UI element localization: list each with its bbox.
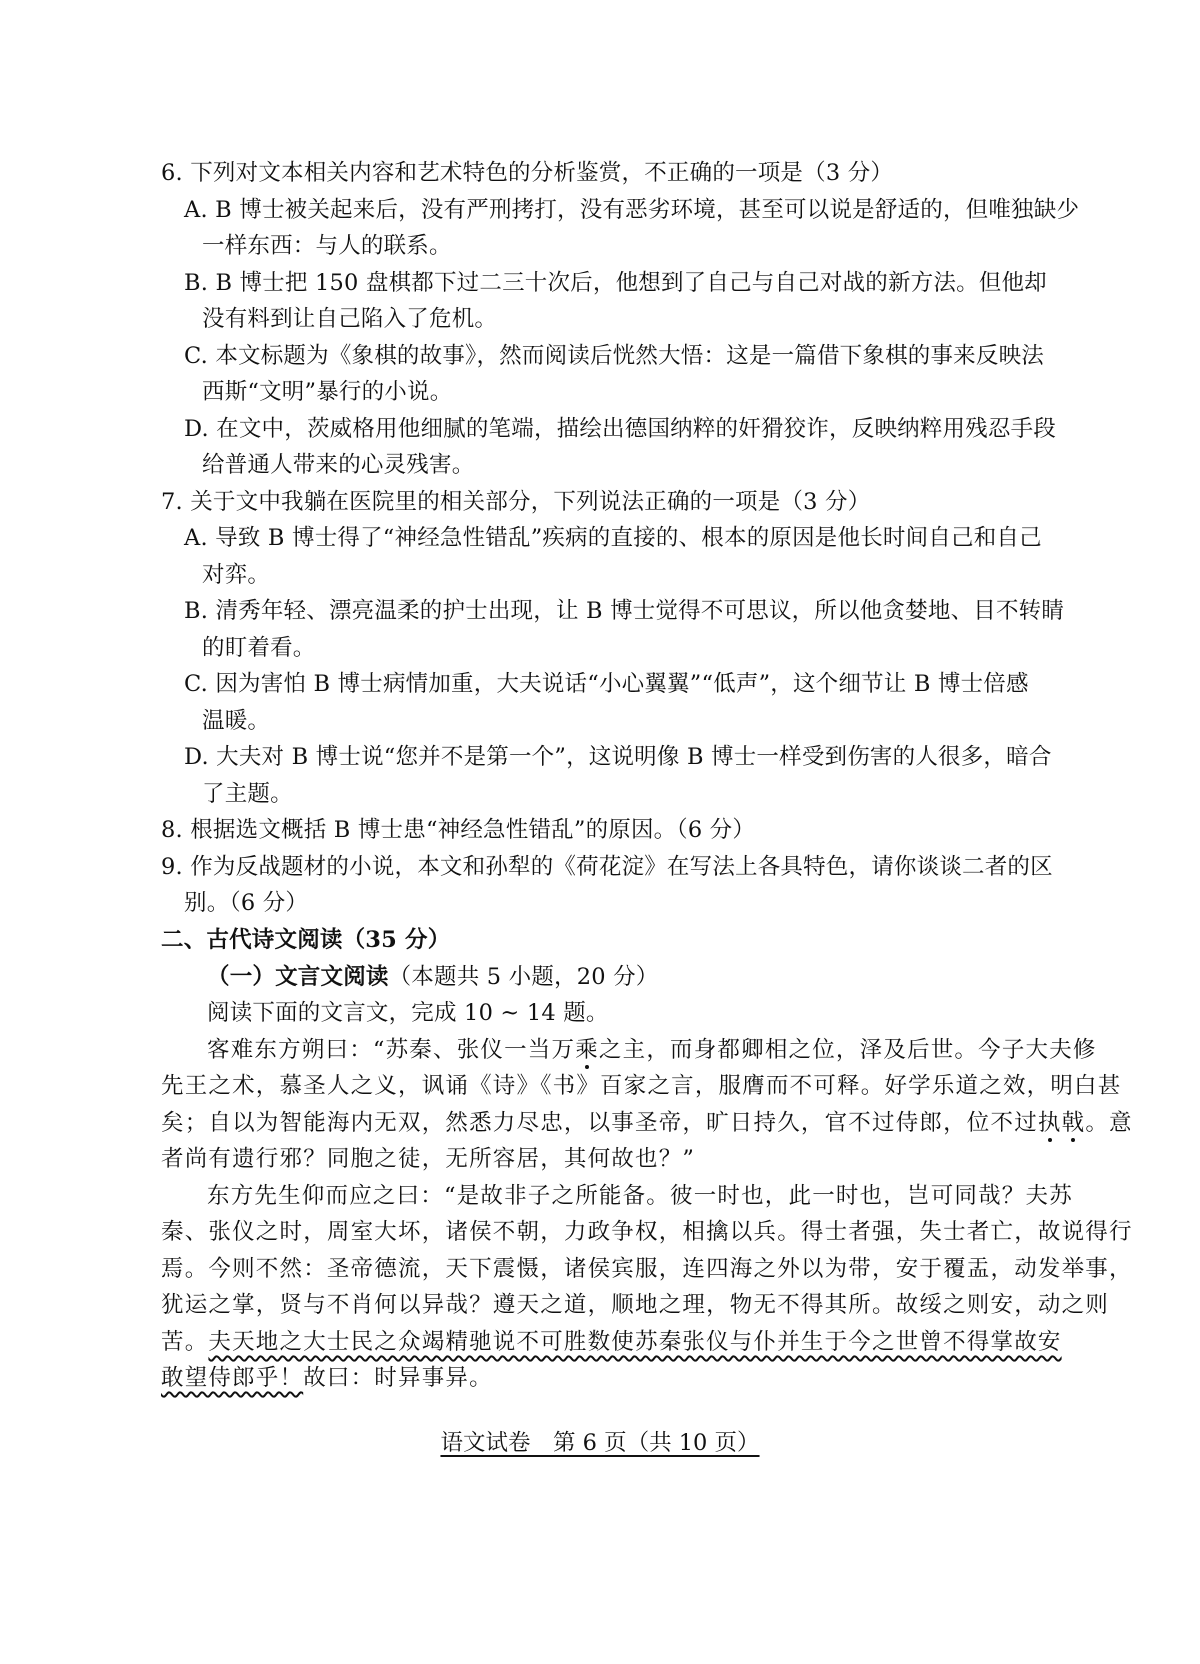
passage-p1-line-2: 先王之术，慕圣人之义，讽诵《诗》《书》百家之言，服膺而不可释。好学乐道之效，明白甚 <box>161 1073 1122 1099</box>
passage-p2-line-3: 焉。今则不然：圣帝德流，天下震慑，诸侯宾服，连四海之外以为带，安于覆盂，动发举事， <box>161 1256 1133 1282</box>
question-7-option-a-line-2: 对弈。 <box>202 562 271 588</box>
question-7-option-b-line-2: 的盯着看。 <box>202 635 316 661</box>
passage-p2-line-6 <box>161 1361 493 1395</box>
question-9-stem-line-2: 别。（6 分） <box>184 890 309 916</box>
passage-p2-line-4: 犹运之掌，贤与不肖何以异哉？遵天之道，顺地之理，物无不得其所。故绥之则安，动之则 <box>161 1292 1110 1318</box>
question-6-option-b-line-2: 没有料到让自己陷入了危机。 <box>202 306 498 332</box>
passage-p1-line-1 <box>207 1033 1097 1067</box>
reading-instruction: 阅读下面的文言文，完成 10 ~ 14 题。 <box>207 1000 609 1026</box>
emphasis-dotted-char: 执 <box>1037 1110 1062 1136</box>
question-7-option-c-line-1: C. 因为害怕 B 博士病情加重，大夫说话“小心翼翼”“低声”，这个细节让 B 博士倍感 <box>184 671 1029 697</box>
wavy-underlined-sentence: 夫天地之大士民之众竭精驰说不可胜数使苏秦张仪与仆并生于今之世曾不得掌故安 <box>208 1329 1062 1355</box>
passage-p1-line-3 <box>161 1106 1133 1140</box>
passage-p1-line-4: 者尚有遗行邪？同胞之徒，无所容居，其何故也？” <box>161 1146 696 1172</box>
question-7-stem: 7. 关于文中我躺在医院里的相关部分，下列说法正确的一项是（3 分） <box>161 489 871 515</box>
question-6-option-b-line-1: B. B 博士把 150 盘棋都下过二三十次后，他想到了自己与自己对战的新方法。但他却 <box>184 270 1047 296</box>
emphasis-dotted-word <box>1038 1110 1085 1136</box>
question-8-stem: 8. 根据选文概括 B 博士患“神经急性错乱”的原因。（6 分） <box>161 817 756 843</box>
question-6-option-d-line-1: D. 在文中，茨威格用他细腻的笔端，描绘出德国纳粹的奸猾狡诈，反映纳粹用残忍手段 <box>184 416 1057 442</box>
passage-text: 矣；自以为智能海内无双，然悉力尽忠，以事圣帝，旷日持久，官不过侍郎，位不过 <box>161 1110 1038 1136</box>
emphasis-dotted-word: 乘 <box>575 1037 599 1063</box>
question-6-option-c-line-1: C. 本文标题为《象棋的故事》，然而阅读后恍然大悟：这是一篇借下象棋的事来反映法 <box>184 343 1044 369</box>
section-2-title: 二、古代诗文阅读（35 分） <box>161 927 451 953</box>
passage-p2-line-2: 秦、张仪之时，周室大坏，诸侯不朝，力政争权，相擒以兵。得士者强，失士者亡，故说得行 <box>161 1219 1133 1245</box>
passage-text: 故曰：时异事异。 <box>303 1365 493 1391</box>
question-6-option-a-line-2: 一样东西：与人的联系。 <box>202 233 452 259</box>
question-6-option-a-line-1: A. B 博士被关起来后，没有严刑拷打，没有恶劣环境，甚至可以说是舒适的，但唯独缺少 <box>184 197 1080 223</box>
emphasis-dotted-char: 戟 <box>1061 1110 1086 1136</box>
passage-text: 苦。 <box>161 1329 209 1355</box>
question-6-option-d-line-2: 给普通人带来的心灵残害。 <box>202 452 475 478</box>
question-6-option-c-line-2: 西斯“文明”暴行的小说。 <box>202 379 453 405</box>
question-7-option-a-line-1: A. 导致 B 博士得了“神经急性错乱”疾病的直接的、根本的原因是他长时间自己和自己 <box>184 525 1042 551</box>
question-7-option-d-line-1: D. 大夫对 B 博士说“您并不是第一个”，这说明像 B 博士一样受到伤害的人很多，暗合 <box>184 744 1052 770</box>
question-7-option-d-line-2: 了主题。 <box>202 781 293 807</box>
page-footer-text: 语文试卷 第 6 页（共 10 页） <box>440 1430 760 1456</box>
question-7-option-c-line-2: 温暖。 <box>202 708 271 734</box>
passage-text: 之主，而身都卿相之位，泽及后世。今子大夫修 <box>598 1037 1097 1063</box>
passage-text: 。意 <box>1085 1110 1133 1136</box>
page-footer <box>0 1426 1200 1460</box>
subsection-heading-detail: （本题共 5 小题，20 分） <box>388 964 659 990</box>
subsection-heading <box>207 960 659 994</box>
question-6-stem: 6. 下列对文本相关内容和艺术特色的分析鉴赏，不正确的一项是（3 分） <box>161 160 894 186</box>
passage-text: 客难东方朔曰：“苏秦、张仪一当万 <box>207 1037 576 1063</box>
question-7-option-b-line-1: B. 清秀年轻、漂亮温柔的护士出现，让 B 博士觉得不可思议，所以他贪婪地、目不转睛 <box>184 598 1065 624</box>
passage-p2-line-1: 东方先生仰而应之曰：“是故非子之所能备。彼一时也，此一时也，岂可同哉？夫苏 <box>207 1183 1073 1209</box>
passage-p2-line-5 <box>161 1325 1062 1359</box>
subsection-heading-bold: （一）文言文阅读 <box>207 964 389 990</box>
question-9-stem-line-1: 9. 作为反战题材的小说，本文和孙犁的《荷花淀》在写法上各具特色，请你谈谈二者的区 <box>161 854 1053 880</box>
wavy-underlined-sentence: 敢望侍郎乎！ <box>161 1365 304 1391</box>
